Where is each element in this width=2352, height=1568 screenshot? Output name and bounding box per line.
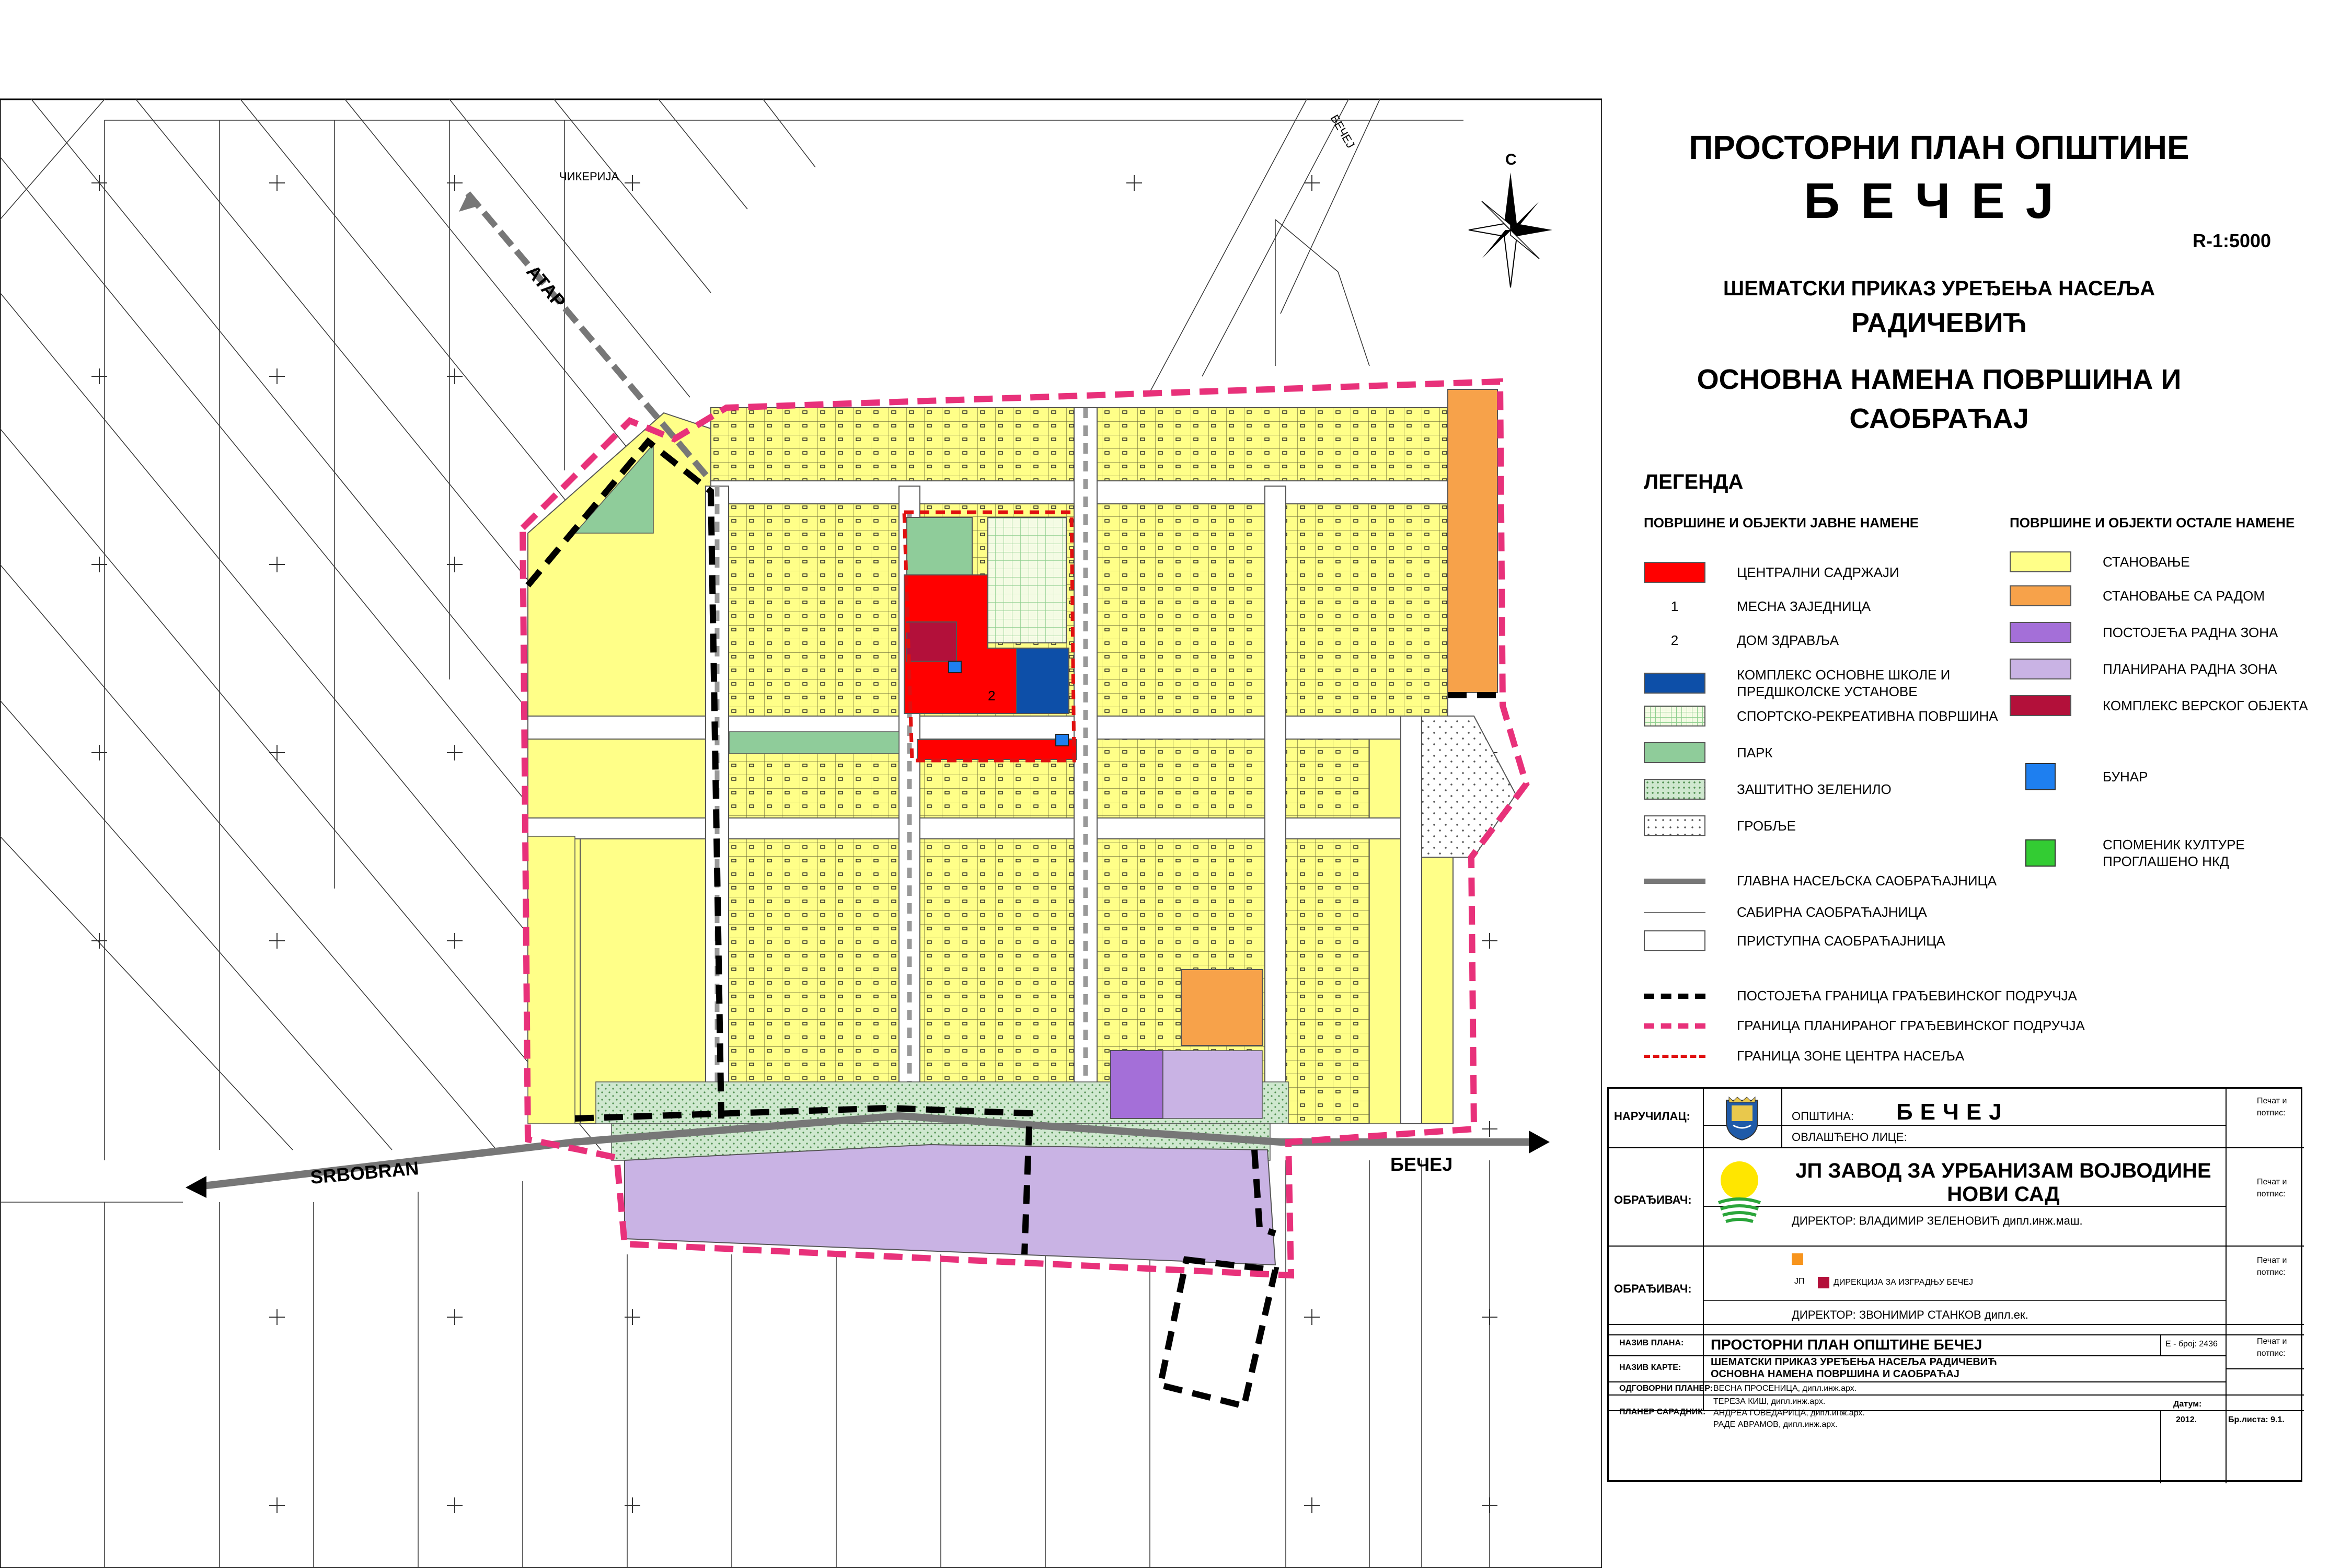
top-right-label: БЕЧЕЈ (1328, 112, 1358, 151)
legend-item-religious: КОМПЛЕКС ВЕРСКОГ ОБЈЕКТА (2010, 695, 2308, 716)
swatch-road-main (1644, 879, 1705, 884)
legend-item-planned-work: ПЛАНИРАНА РАДНА ЗОНА (2010, 659, 2277, 679)
legend-road-access: ПРИСТУПНА САОБРАЋАЈНИЦА (1644, 930, 1945, 951)
plan-municipality: БЕЧЕЈ (1804, 173, 2074, 229)
title-block (1607, 1087, 2302, 1482)
processor-label-2: ОБРАЂИВАЧ: (1614, 1282, 1692, 1295)
client-label: НАРУЧИЛАЦ: (1614, 1110, 1690, 1123)
swatch-cemetery (1644, 815, 1705, 836)
map-theme-cont: САОБРАЋАЈ (1849, 403, 2029, 434)
swatch-central (1644, 562, 1705, 583)
assistant-planner-3: РАДЕ АВРАМОВ, дипл.инж.арх. (1713, 1420, 1838, 1429)
map-name-label: НАЗИВ КАРТЕ: (1619, 1363, 1681, 1372)
directorate-prefix: ЈП (1794, 1277, 1805, 1286)
housing-with-work-south (1181, 970, 1262, 1045)
sheet-number: Бр.листа: 9.1. (2228, 1415, 2285, 1424)
atar-label: АТАР (522, 260, 570, 313)
directorate-director: ДИРЕКТОР: ЗВОНИМИР СТАНКОВ дипл.ек. (1792, 1308, 2028, 1321)
plan-title: ПРОСТОРНИ ПЛАН ОПШТИНЕ (1689, 129, 2189, 166)
swatch-park (1644, 742, 1705, 763)
swatch-existing-work (2010, 622, 2071, 643)
plan-name: ПРОСТОРНИ ПЛАН ОПШТИНЕ БЕЧЕЈ (1711, 1336, 1982, 1353)
legend-item-school: КОМПЛЕКС ОСНОВНЕ ШКОЛЕ И ПРЕДШКОЛСКЕ УСТАНОВЕ (1644, 666, 1950, 700)
housing-strip-southwest (528, 836, 575, 1124)
swatch-sports (1644, 706, 1705, 727)
assistant-planner-2: АНДРЕА ГОВЕДАРИЦА, дипл.инж.арх. (1713, 1409, 1865, 1417)
date-value: 2012. (2176, 1415, 2197, 1424)
processor-label-1: ОБРАЂИВАЧ: (1614, 1193, 1692, 1206)
legend-item-park: ПАРК (1644, 742, 1773, 763)
legend-boundary-existing: ПОСТОЈЕЋА ГРАНИЦА ГРАЂЕВИНСКОГ ПОДРУЧЈА (1644, 988, 2077, 1004)
swatch-boundary-planned (1644, 1023, 1705, 1029)
srbobran-label: SRBOBRAN (309, 1157, 420, 1188)
existing-work-zone (1111, 1051, 1163, 1119)
well-icon (1056, 734, 1068, 746)
assistant-planner-1: ТЕРЕЗА КИШ, дипл.инж.арх. (1713, 1397, 1826, 1406)
legend-item-cemetery: ГРОБЉЕ (1644, 815, 1796, 836)
authorized-person-label: ОВЛАШЋЕНО ЛИЦЕ: (1792, 1131, 1907, 1144)
signature-label-2: потпис: (2257, 1190, 2286, 1198)
map-name-line2: ОСНОВНА НАМЕНА ПОВРШИНА И САОБРАЋАЈ (1711, 1368, 1959, 1380)
legend-boundary-planned: ГРАНИЦА ПЛАНИРАНОГ ГРАЂЕВИНСКОГ ПОДРУЧЈА (1644, 1018, 2085, 1034)
institute-city: НОВИ САД (1947, 1183, 2060, 1206)
legend-road-collector: САБИРНА САОБРАЋАЈНИЦА (1644, 904, 1927, 920)
housing-with-work-east (1448, 389, 1497, 693)
well-icon (949, 661, 961, 673)
planned-work-zone-north (1163, 1051, 1262, 1119)
assistant-planner-label: ПЛАНЕР САРАДНИК: (1619, 1408, 1706, 1416)
legend-heading: ЛЕГЕНДА (1644, 470, 1744, 493)
swatch-housing-work (2010, 585, 2071, 606)
swatch-greenery (1644, 779, 1705, 800)
lead-planner: ВЕСНА ПРОСЕНИЦА, дипл.инж.арх. (1713, 1384, 1857, 1393)
municipality-coat-of-arms-icon (1713, 1094, 1771, 1142)
school-number: 2 (988, 688, 996, 704)
legend-item-greenery: ЗАШТИТНО ЗЕЛЕНИЛО (1644, 779, 1892, 800)
map-theme: ОСНОВНА НАМЕНА ПОВРШИНА И (1697, 364, 2182, 395)
stamp-label-4: Печат и (2257, 1337, 2287, 1346)
legend-item-well: БУНАР (2010, 763, 2148, 790)
municipality-value: БЕЧЕЈ (1896, 1099, 2009, 1125)
swatch-boundary-center (1644, 1055, 1705, 1058)
school-complex (1017, 648, 1069, 713)
legend-road-main: ГЛАВНА НАСЕЉСКА САОБРАЋАЈНИЦА (1644, 873, 1997, 889)
compass-north-label: С (1505, 151, 1517, 168)
legend-other-heading: ПОВРШИНЕ И ОБЈЕКТИ ОСТАЛЕ НАМЕНЕ (2010, 515, 2295, 531)
legend-item-housing: СТАНОВАЊЕ (2010, 551, 2190, 572)
settlement-name: РАДИЧЕВИЋ (1851, 308, 2027, 338)
central-facilities-strip (917, 740, 1077, 759)
religious-complex (907, 622, 956, 661)
institute-name: ЈП ЗАВОД ЗА УРБАНИЗАМ ВОЈВОДИНЕ (1795, 1159, 2211, 1182)
directorate-logo-icon (1792, 1253, 1803, 1265)
scale-label: R-1:5000 (2193, 230, 2272, 251)
legend-item-existing-work: ПОСТОЈЕЋА РАДНА ЗОНА (2010, 622, 2278, 643)
legend-boundary-center: ГРАНИЦА ЗОНЕ ЦЕНТРА НАСЕЉА (1644, 1048, 1964, 1064)
signature-label-4: потпис: (2257, 1349, 2286, 1358)
legend-item-sports: СПОРТСКО-РЕКРЕАТИВНА ПОВРШИНА (1644, 706, 1998, 727)
swatch-well (2025, 763, 2056, 790)
legend-item-health: 2 ДОМ ЗДРАВЉА (1670, 632, 1839, 648)
cikerija-label: ЧИКЕРИЈА (559, 170, 619, 183)
swatch-religious (2010, 695, 2071, 716)
legend-item-central: ЦЕНТРАЛНИ САДРЖАЈИ (1644, 562, 1899, 583)
plan-name-label: НАЗИВ ПЛАНА: (1619, 1339, 1684, 1347)
swatch-road-access (1644, 930, 1705, 951)
swatch-housing (2010, 551, 2071, 572)
signature-label-1: потпис: (2257, 1109, 2286, 1117)
legend-public-heading: ПОВРШИНЕ И ОБЈЕКТИ ЈАВНЕ НАМЕНЕ (1644, 515, 1919, 531)
legend-item-community: 1 МЕСНА ЗАЈЕДНИЦА (1670, 598, 1871, 614)
becej-label: БЕЧЕЈ (1390, 1154, 1453, 1175)
map-subtitle: ШЕМАТСКИ ПРИКАЗ УРЕЂЕЊА НАСЕЉА (1723, 277, 2155, 300)
e-number: Е - број: 2436 (2165, 1340, 2218, 1348)
legend-item-housing-work: СТАНОВАЊЕ СА РАДОМ (2010, 585, 2265, 606)
lead-planner-label: ОДГОВОРНИ ПЛАНЕР: (1619, 1384, 1713, 1393)
swatch-boundary-existing (1644, 994, 1705, 999)
institute-director: ДИРЕКТОР: ВЛАДИМИР ЗЕЛЕНОВИЋ дипл.инж.маш. (1792, 1214, 2083, 1227)
swatch-planned-work (2010, 659, 2071, 679)
directorate-name: ДИРЕКЦИЈА ЗА ИЗГРАДЊУ БЕЧЕЈ (1834, 1278, 1973, 1287)
municipality-label: ОПШТИНА: (1792, 1110, 1854, 1123)
map-name-line1: ШЕМАТСКИ ПРИКАЗ УРЕЂЕЊА НАСЕЉА РАДИЧЕВИЋ (1711, 1356, 1997, 1368)
swatch-road-collector (1644, 912, 1705, 913)
housing-area (528, 408, 1448, 1124)
park-center (907, 517, 972, 575)
sports-area (988, 517, 1066, 643)
swatch-school (1644, 673, 1705, 694)
institute-logo-icon (1713, 1157, 1766, 1230)
stamp-label-3: Печат и (2257, 1256, 2287, 1265)
date-label: Датум: (2173, 1400, 2202, 1409)
directorate-logo-secondary-icon (1818, 1277, 1829, 1288)
stamp-label-2: Печат и (2257, 1178, 2287, 1186)
signature-label-3: потпис: (2257, 1268, 2286, 1277)
park-strip (729, 732, 899, 754)
stamp-label-1: Печат и (2257, 1097, 2287, 1105)
legend-item-monument: СПОМЕНИК КУЛТУРЕ ПРОГЛАШЕНО НКД (2010, 836, 2245, 870)
swatch-monument (2025, 839, 2056, 867)
